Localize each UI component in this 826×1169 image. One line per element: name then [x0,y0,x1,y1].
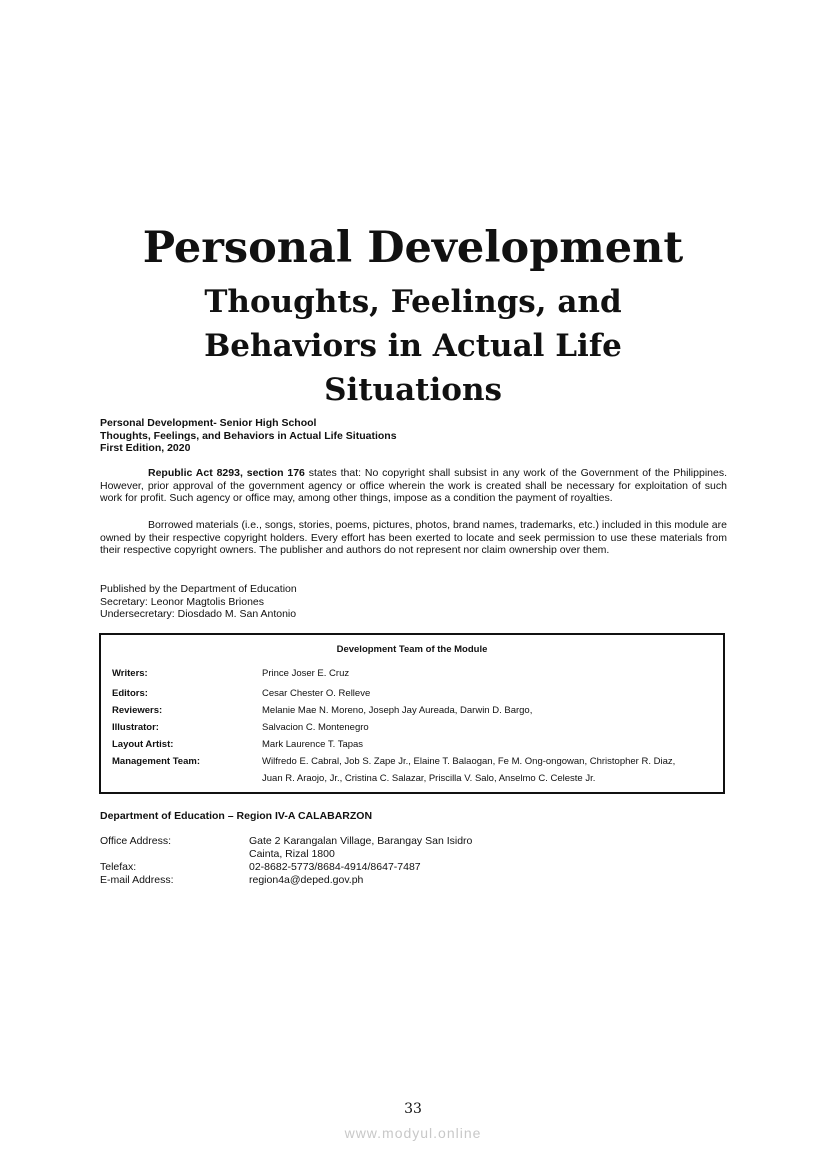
watermark: www.modyul.online [344,1125,482,1141]
page-subtitle [60,280,766,412]
team-names: Salvacion C. Montenegro [262,722,369,733]
page-number: 33 [404,1101,422,1117]
borrowed-materials-text: Borrowed materials (i.e., songs, stories, poems, pictures, photos, brand names, trademarks, etc.) included in this module are owned by their respective copyright holders. Every effort has been exerted to locate and seek permission to use these materials from their respective copyright owners. The publisher and authors do not represent nor claim ownership over them. [100,519,727,556]
team-heading: Development Team of the Module [336,644,488,655]
course-line: Personal Development- Senior High School [100,417,317,429]
team-role: Illustrator: [112,722,159,733]
secretary-line: Secretary: Leonor Magtolis Briones [100,595,264,608]
undersecretary-line: Undersecretary: Diosdado M. San Antonio [100,608,297,620]
team-names: Wilfredo E. Cabral, Job S. Zape Jr., Elaine T. Balaogan, Fe M. Ong-ongowan, Christopher R. Diaz, [262,756,676,767]
title-block [60,222,766,412]
development-team-box [99,633,725,794]
copyright-paragraph [100,467,727,505]
edition-info [100,417,727,455]
team-role: Management Team: [112,756,200,767]
law-reference: Republic Act 8293, section 176 [148,467,305,479]
team-names: Melanie Mae N. Moreno, Joseph Jay Aureada, Darwin D. Bargo, [262,705,533,716]
address-value: Gate 2 Karangalan Village, Barangay San Isidro [249,835,473,847]
copyright-text: states that: No copyright shall subsist in any work of the Government of the Philippines. However, prior approval of the government agency or office wherein the work is created shall be necessary for exploitation of such work for profit. Such agency or office may, among other things, impose as a condition the payment of royalties. [100,467,727,504]
address-value: Cainta, Rizal 1800 [249,848,335,860]
team-role: Writers: [112,668,148,679]
page-title: Personal Development [142,223,684,273]
team-names: Prince Joser E. Cruz [262,668,350,679]
edition-line: First Edition, 2020 [100,442,191,454]
telefax-value: 02-8682-5773/8684-4914/8647-7487 [249,861,421,873]
borrowed-materials-paragraph [100,519,727,557]
module-title-line: Thoughts, Feelings, and Behaviors in Actual Life Situations [100,429,397,442]
email-label: E-mail Address: [100,874,174,886]
team-role: Editors: [112,688,148,699]
address-label: Office Address: [100,835,172,847]
team-role: Layout Artist: [112,739,174,750]
subtitle-line: Behaviors in Actual Life [204,328,622,364]
team-names-continued: Juan R. Araojo, Jr., Cristina C. Salazar, Priscilla V. Salo, Anselmo C. Celeste Jr. [262,773,596,784]
subtitle-line: Situations [324,372,502,408]
telefax-label: Telefax: [100,861,137,873]
subtitle-line: Thoughts, Feelings, and [204,284,622,320]
team-role: Reviewers: [112,705,163,716]
publisher-line: Published by the Department of Education [100,583,297,595]
publisher-info [100,583,727,621]
team-names: Mark Laurence T. Tapas [262,739,364,750]
email-value: region4a@deped.gov.ph [249,874,364,886]
team-names: Cesar Chester O. Relleve [262,688,371,699]
region-heading: Department of Education – Region IV-A CALABARZON [100,810,373,822]
